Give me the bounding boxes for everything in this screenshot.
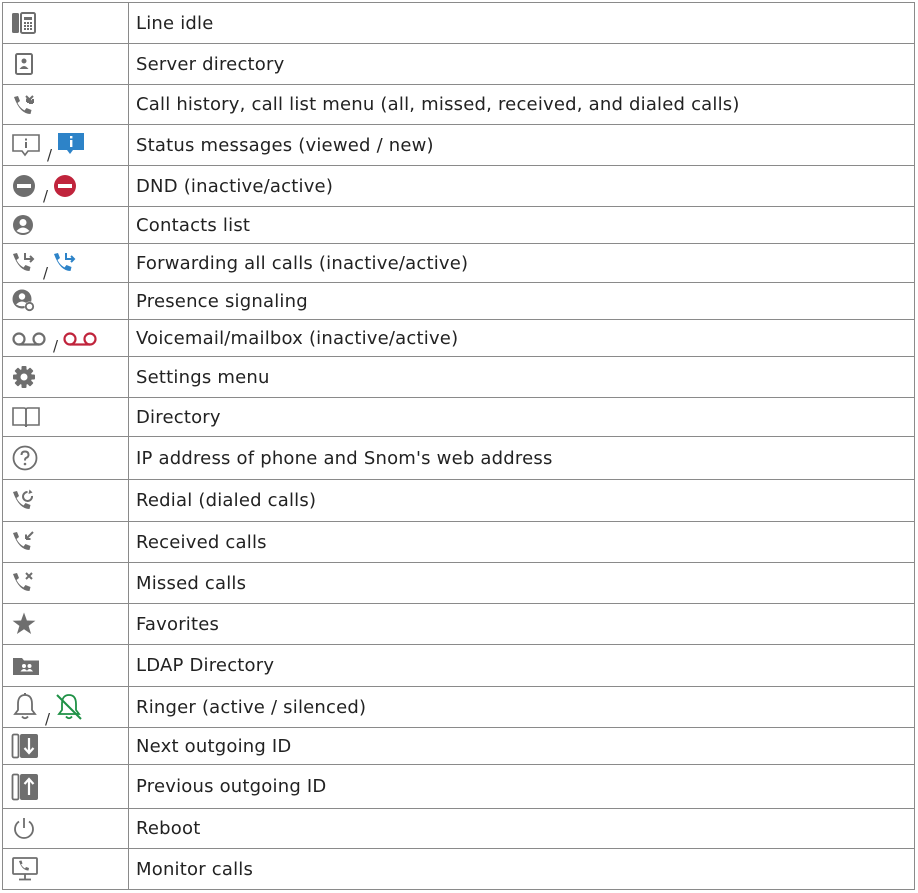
status-message-new-icon (56, 132, 86, 158)
row-description: Previous outgoing ID (129, 765, 915, 809)
icon-cell (3, 207, 129, 244)
icon-cell (3, 283, 129, 320)
icon-legend-table (2, 2, 915, 890)
icon-cell (3, 125, 129, 166)
table-row (3, 645, 915, 687)
row-description: IP address of phone and Snom's web address (129, 437, 915, 480)
row-description: Presence signaling (129, 283, 915, 320)
icon-cell (3, 809, 129, 849)
table-row (3, 244, 915, 283)
row-description: Forwarding all calls (inactive/active) (129, 244, 915, 283)
received-call-icon (11, 529, 37, 555)
row-description: Favorites (129, 604, 915, 645)
book-icon (11, 405, 41, 429)
row-description: Next outgoing ID (129, 728, 915, 765)
table-row (3, 125, 915, 166)
icon-cell (3, 244, 129, 283)
icon-cell (3, 604, 129, 645)
row-description: Missed calls (129, 563, 915, 604)
icon-cell (3, 44, 129, 85)
table-row (3, 522, 915, 563)
row-description: Call history, call list menu (all, missed, received, and dialed calls) (129, 85, 915, 125)
icon-cell (3, 166, 129, 207)
icon-cell (3, 563, 129, 604)
icon-cell (3, 85, 129, 125)
icon-cell (3, 687, 129, 728)
icon-separator: / (53, 336, 59, 355)
monitor-calls-icon (11, 856, 39, 882)
presence-icon (11, 288, 37, 314)
row-description: Ringer (active / silenced) (129, 687, 915, 728)
icon-separator: / (43, 264, 49, 282)
table-row (3, 3, 915, 44)
icon-cell (3, 480, 129, 522)
status-message-viewed-icon (11, 132, 41, 158)
table-row (3, 765, 915, 809)
icon-cell (3, 765, 129, 809)
dnd-active-icon (52, 173, 78, 199)
help-icon (11, 444, 39, 472)
icon-cell (3, 849, 129, 890)
row-description: Reboot (129, 809, 915, 849)
icon-cell (3, 3, 129, 44)
icon-cell (3, 522, 129, 563)
table-row (3, 480, 915, 522)
forward-inactive-icon (11, 250, 37, 276)
table-row (3, 849, 915, 890)
row-description: Directory (129, 398, 915, 437)
row-description: Voicemail/mailbox (inactive/active) (129, 320, 915, 357)
redial-icon (11, 488, 37, 514)
table-row (3, 320, 915, 357)
voicemail-inactive-icon (11, 329, 47, 349)
gear-icon (11, 364, 37, 390)
icon-separator: / (47, 146, 53, 164)
icon-cell (3, 320, 129, 357)
contacts-icon (11, 213, 37, 237)
row-description: Redial (dialed calls) (129, 480, 915, 522)
table-row (3, 85, 915, 125)
table-row (3, 809, 915, 849)
icon-separator: / (45, 710, 51, 728)
table-row (3, 44, 915, 85)
bell-silenced-icon (54, 692, 84, 722)
row-description: DND (inactive/active) (129, 166, 915, 207)
row-description: Server directory (129, 44, 915, 85)
dnd-inactive-icon (11, 173, 37, 199)
table-row (3, 207, 915, 244)
icon-cell (3, 437, 129, 480)
table-row (3, 728, 915, 765)
row-description: Settings menu (129, 357, 915, 398)
table-row (3, 687, 915, 728)
row-description: Received calls (129, 522, 915, 563)
table-row (3, 283, 915, 320)
icon-cell (3, 645, 129, 687)
table-row (3, 357, 915, 398)
row-description: LDAP Directory (129, 645, 915, 687)
ldap-folder-icon (11, 654, 41, 678)
line-idle-icon (11, 11, 37, 35)
row-description: Contacts list (129, 207, 915, 244)
bell-icon (11, 692, 39, 722)
star-icon (11, 611, 37, 637)
missed-call-icon (11, 570, 37, 596)
icon-cell (3, 728, 129, 765)
table-row (3, 166, 915, 207)
power-icon (11, 816, 37, 842)
row-description: Status messages (viewed / new) (129, 125, 915, 166)
next-outgoing-id-icon (11, 733, 39, 759)
previous-outgoing-id-icon (11, 773, 39, 801)
server-directory-icon (11, 52, 37, 76)
icon-cell (3, 398, 129, 437)
voicemail-active-icon (62, 329, 98, 349)
row-description: Line idle (129, 3, 915, 44)
table-row (3, 437, 915, 480)
table-row (3, 398, 915, 437)
icon-cell (3, 357, 129, 398)
table-row (3, 563, 915, 604)
row-description: Monitor calls (129, 849, 915, 890)
call-history-icon (11, 93, 37, 117)
table-row (3, 604, 915, 645)
forward-active-icon (52, 250, 78, 276)
icon-separator: / (43, 187, 49, 205)
